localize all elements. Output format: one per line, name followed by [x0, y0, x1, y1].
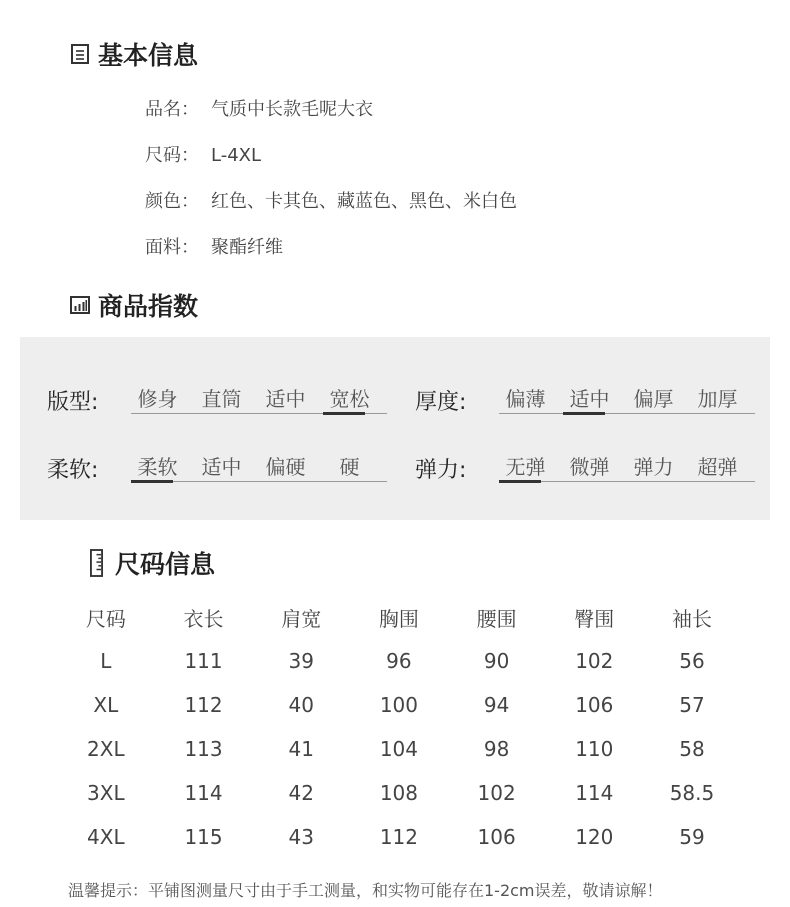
- table-cell: 98: [483, 737, 510, 761]
- index-option-selected: 宽松: [323, 383, 387, 413]
- table-cell: 114: [575, 781, 614, 805]
- basic-info-title-text: 基本信息: [98, 41, 199, 70]
- info-value: 红色、卡其色、藏蓝色、黑色、米白色: [211, 191, 517, 212]
- index-option: 弹力: [633, 455, 674, 479]
- table-cell: 57: [679, 693, 705, 717]
- bar-chart-icon: [70, 294, 90, 316]
- index-option-selected: 柔软: [131, 451, 195, 481]
- table-cell: 58.5: [669, 781, 715, 805]
- table-row: [57, 683, 741, 727]
- table-cell: L: [100, 649, 112, 673]
- table-cell: 100: [379, 693, 418, 717]
- index-options: [131, 451, 387, 482]
- index-option: 修身: [137, 387, 178, 411]
- table-cell: 96: [386, 649, 412, 673]
- index-label: 版型:: [47, 390, 99, 415]
- index-option: 加厚: [697, 387, 738, 411]
- index-option-selected: 无弹: [499, 451, 563, 481]
- index-options: [499, 383, 755, 414]
- table-cell: 3XL: [87, 781, 125, 805]
- index-options: [499, 451, 755, 482]
- index-option: 偏薄: [505, 387, 546, 411]
- info-value: 聚酯纤维: [211, 237, 283, 258]
- table-cell: 112: [184, 693, 223, 717]
- index-option: 适中: [201, 455, 242, 479]
- index-option: 硬: [339, 455, 360, 479]
- table-cell: 111: [184, 649, 223, 673]
- table-cell: 108: [379, 781, 418, 805]
- ruler-icon: [90, 548, 103, 578]
- info-row-name: [145, 95, 373, 121]
- info-key: 颜色：: [145, 191, 199, 212]
- table-cell: 113: [184, 737, 223, 761]
- table-cell: 102: [575, 649, 614, 673]
- index-label: 柔软:: [47, 458, 99, 483]
- index-title-text: 商品指数: [98, 292, 199, 321]
- info-key: 尺码：: [145, 145, 199, 166]
- table-cell: 41: [288, 737, 314, 761]
- table-row: [57, 727, 741, 771]
- info-row-fabric: [145, 233, 283, 259]
- size-info-title-text: 尺码信息: [115, 550, 216, 579]
- index-option: 微弹: [569, 455, 610, 479]
- index-label: 厚度:: [415, 390, 467, 415]
- index-panel: [20, 337, 770, 520]
- index-options: [131, 383, 387, 414]
- table-cell: 40: [288, 693, 314, 717]
- table-cell: 102: [477, 781, 516, 805]
- index-row-elasticity: [415, 451, 755, 484]
- size-note: 温馨提示：平铺图测量尺寸由于手工测量，和实物可能存在1-2cm误差，敬请谅解！: [68, 881, 663, 900]
- info-row-color: [145, 187, 517, 213]
- info-value: 气质中长款毛呢大衣: [211, 99, 373, 120]
- index-row-softness: [47, 451, 387, 484]
- table-row: [57, 815, 741, 859]
- table-cell: 90: [483, 649, 510, 673]
- table-header: 胸围: [378, 606, 419, 631]
- table-header-row: [57, 595, 741, 639]
- index-option: 超弹: [697, 455, 738, 479]
- info-key: 品名：: [145, 99, 199, 120]
- table-cell: XL: [93, 693, 119, 717]
- table-cell: 106: [575, 693, 614, 717]
- table-row: [57, 639, 741, 683]
- size-table: [57, 595, 741, 859]
- index-option: 直筒: [201, 387, 242, 411]
- table-cell: 2XL: [87, 737, 125, 761]
- document-icon: [70, 43, 90, 65]
- table-cell: 94: [483, 693, 510, 717]
- index-row-thickness: [415, 383, 755, 416]
- table-header: 衣长: [183, 606, 224, 631]
- table-cell: 4XL: [87, 825, 125, 849]
- table-cell: 104: [379, 737, 418, 761]
- info-key: 面料：: [145, 237, 199, 258]
- index-option: 偏厚: [633, 387, 674, 411]
- table-cell: 112: [379, 825, 418, 849]
- table-header: 袖长: [671, 606, 712, 631]
- size-info-title: [90, 545, 215, 581]
- basic-info-title: [70, 36, 198, 72]
- table-cell: 120: [575, 825, 614, 849]
- table-cell: 42: [288, 781, 314, 805]
- index-title: [70, 287, 198, 323]
- table-cell: 115: [184, 825, 223, 849]
- table-cell: 43: [288, 825, 314, 849]
- table-header: 腰围: [476, 606, 517, 631]
- info-value: L-4XL: [211, 145, 262, 166]
- table-cell: 106: [477, 825, 516, 849]
- index-row-fit: [47, 383, 387, 416]
- table-header: 尺码: [85, 606, 126, 631]
- table-row: [57, 771, 741, 815]
- table-cell: 58: [679, 737, 705, 761]
- index-option: 适中: [265, 387, 306, 411]
- table-cell: 110: [575, 737, 614, 761]
- table-cell: 59: [679, 825, 705, 849]
- table-header: 臀围: [574, 606, 615, 631]
- index-label: 弹力:: [415, 458, 467, 483]
- info-row-size: [145, 141, 261, 167]
- table-header: 肩宽: [281, 606, 322, 631]
- table-cell: 39: [288, 649, 314, 673]
- index-option-selected: 适中: [563, 383, 627, 413]
- table-cell: 56: [679, 649, 705, 673]
- table-cell: 114: [184, 781, 223, 805]
- index-option: 偏硬: [265, 455, 306, 479]
